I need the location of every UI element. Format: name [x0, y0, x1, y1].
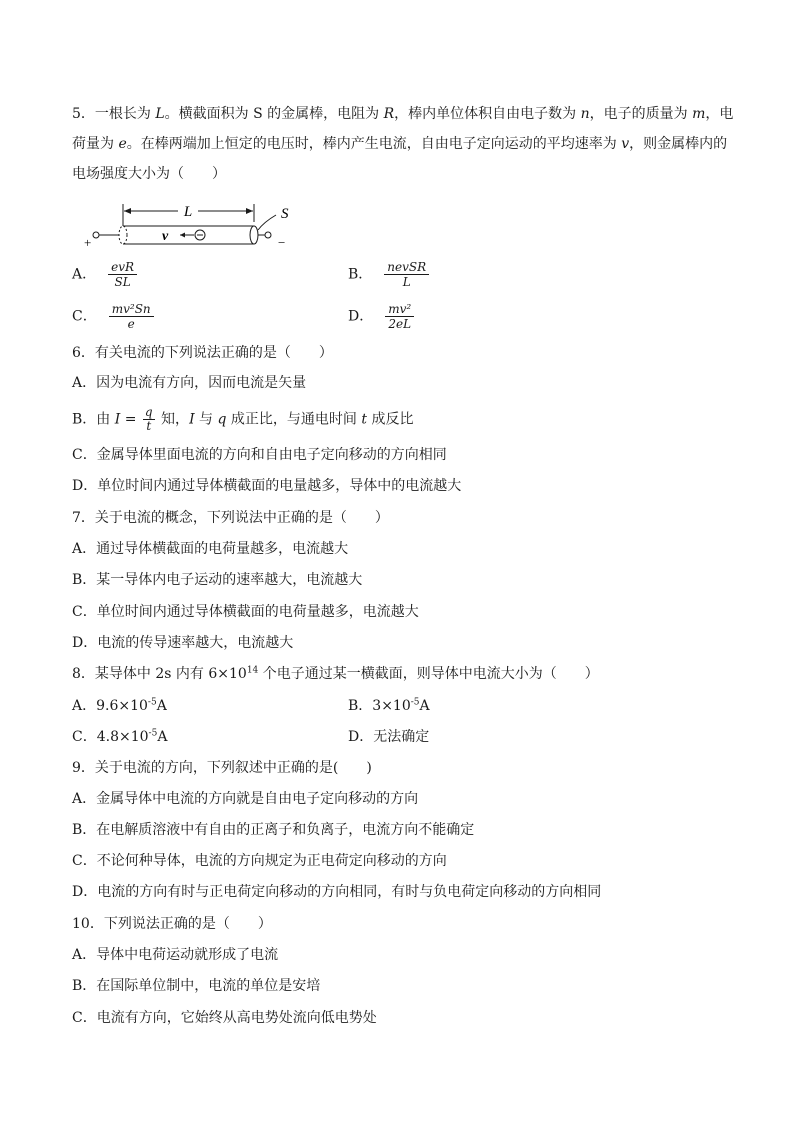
q10-option-a[interactable]: A．导体中电荷运动就形成了电流	[72, 947, 279, 963]
option-text: =	[120, 411, 141, 428]
terminal-right-icon	[265, 232, 271, 238]
dimension-arrow-left-icon	[124, 208, 131, 214]
cross-section-leader	[258, 215, 276, 230]
option-exponent: -5	[410, 697, 420, 708]
q5-option-a[interactable]	[72, 260, 137, 289]
q5-var: e	[118, 136, 127, 152]
cross-section-label: S	[281, 206, 289, 222]
q5-var: L	[155, 106, 165, 122]
fraction-numerator: mv²	[385, 302, 414, 317]
terminal-left-icon	[93, 232, 99, 238]
q8-text: 个电子通过某一横截面，则导体中电流大小为（ ）	[258, 666, 599, 682]
q7-option-d[interactable]: D．电流的传导速率越大，电流越大	[72, 635, 294, 651]
option-text: C．4.8×10	[72, 729, 149, 745]
option-var: q	[217, 411, 227, 428]
q9-option-a[interactable]: A．金属导体中电流的方向就是自由电子定向移动的方向	[72, 791, 419, 807]
option-label: A．	[72, 266, 97, 283]
q5-text: ，电	[705, 106, 734, 122]
q5-option-d[interactable]	[348, 302, 414, 331]
rod-right-end	[250, 226, 258, 244]
q5-text: 。在棒两端加上恒定的电压时，棒内产生电流，自由电子定向运动的平均速率为	[126, 136, 622, 152]
metal-rod-diagram	[80, 200, 310, 256]
q5-var: v	[621, 136, 630, 152]
q6-option-d[interactable]: D．单位时间内通过导体横截面的电量越多，导体中的电流越大	[72, 478, 462, 494]
q8-option-c[interactable]	[72, 727, 167, 747]
q5-var: m	[692, 106, 706, 122]
fraction-denominator: 2eL	[388, 317, 412, 331]
fraction-numerator: mv²Sn	[109, 302, 154, 317]
q6-stem: 6．有关电流的下列说法正确的是（ ）	[72, 345, 333, 361]
q5-stem-line-2	[72, 134, 727, 154]
q8-exponent: 14	[246, 665, 259, 676]
velocity-label: v	[162, 229, 169, 244]
q6-option-b[interactable]	[72, 406, 413, 433]
option-fraction	[108, 260, 137, 289]
positive-terminal-label: +	[84, 235, 92, 250]
velocity-arrow-icon	[180, 233, 185, 238]
option-fraction	[384, 260, 429, 289]
q9-option-b[interactable]: B．在电解质溶液中有自由的正离子和负离子，电流方向不能确定	[72, 822, 475, 838]
q6-option-c[interactable]: C．金属导体里面电流的方向和自由电子定向移动的方向相同	[72, 447, 447, 463]
option-unit: A	[157, 729, 168, 745]
option-label: D．	[348, 308, 374, 325]
dimension-arrow-right-icon	[246, 208, 253, 214]
q5-text: 荷量为	[72, 136, 119, 152]
negative-terminal-label: −	[278, 235, 286, 250]
q8-stem	[72, 664, 599, 684]
fraction-numerator: q	[144, 405, 153, 419]
fraction-denominator: SL	[114, 275, 131, 289]
q5-text: ，则金属棒内的	[629, 136, 728, 152]
option-var: t	[361, 411, 368, 428]
option-fraction	[109, 302, 154, 331]
option-fraction	[385, 302, 414, 331]
q7-option-b[interactable]: B．某一导体内电子运动的速率越大，电流越大	[72, 572, 363, 588]
option-label: C．	[72, 308, 97, 325]
rod-left-end	[119, 226, 127, 244]
q5-option-c[interactable]	[72, 302, 154, 331]
q6-option-a[interactable]: A．因为电流有方向，因而电流是矢量	[72, 375, 307, 391]
option-label: B．	[348, 266, 373, 283]
fraction-denominator: e	[127, 317, 135, 331]
q10-option-c[interactable]: C．电流有方向，它始终从高电势处流向低电势处	[72, 1010, 377, 1026]
q5-stem-line-3: 电场强度大小为（ ）	[72, 166, 226, 182]
q7-option-a[interactable]: A．通过导体横截面的电荷量越多，电流越大	[72, 541, 349, 557]
q5-text: 5．一根长为	[72, 106, 156, 122]
q5-text: 。横截面积为 S 的金属棒，电阻为	[164, 106, 384, 122]
fraction-denominator: t	[146, 419, 152, 433]
q7-option-c[interactable]: C．单位时间内通过导体横截面的电荷量越多，电流越大	[72, 604, 419, 620]
option-text: B．3×10	[348, 698, 411, 714]
option-text: 与	[194, 411, 218, 428]
option-unit: A	[419, 698, 430, 714]
option-exponent: -5	[147, 697, 157, 708]
option-var: I	[114, 411, 121, 428]
option-var: I	[189, 411, 195, 428]
option-text: 知，	[156, 411, 190, 428]
q8-option-b[interactable]	[348, 696, 430, 716]
fraction-numerator: nevSR	[384, 260, 429, 275]
option-unit: A	[156, 698, 167, 714]
option-text: 成正比，与通电时间	[226, 411, 362, 428]
q8-option-d[interactable]: D．无法确定	[348, 729, 430, 745]
q5-option-b[interactable]	[348, 260, 429, 289]
option-fraction	[143, 406, 155, 433]
option-text: 成反比	[367, 411, 414, 428]
q10-option-b[interactable]: B．在国际单位制中，电流的单位是安培	[72, 978, 321, 994]
q9-option-c[interactable]: C．不论何种导体，电流的方向规定为正电荷定向移动的方向	[72, 853, 447, 869]
option-exponent: -5	[148, 728, 158, 739]
option-text: B．由	[72, 411, 115, 428]
q5-var: R	[383, 106, 395, 122]
option-text: A．9.6×10	[72, 698, 148, 714]
q5-text: ，电子的质量为	[589, 106, 693, 122]
q5-stem-line-1	[72, 104, 733, 124]
fraction-denominator: L	[402, 275, 411, 289]
q9-stem: 9．关于电流的方向，下列叙述中正确的是( )	[72, 760, 372, 776]
q5-var: n	[580, 106, 590, 122]
q8-option-a[interactable]	[72, 696, 167, 716]
q9-option-d[interactable]: D．电流的方向有时与正电荷定向移动的方向相同，有时与负电荷定向移动的方向相同	[72, 884, 602, 900]
q5-text: ，棒内单位体积自由电子数为	[394, 106, 581, 122]
length-label: L	[183, 204, 193, 220]
q10-stem: 10．下列说法正确的是（ ）	[72, 916, 272, 932]
fraction-numerator: evR	[108, 260, 137, 275]
q7-stem: 7．关于电流的概念，下列说法中正确的是（ ）	[72, 510, 389, 526]
q8-text: 8．某导体中 2s 内有 6×10	[72, 666, 247, 682]
